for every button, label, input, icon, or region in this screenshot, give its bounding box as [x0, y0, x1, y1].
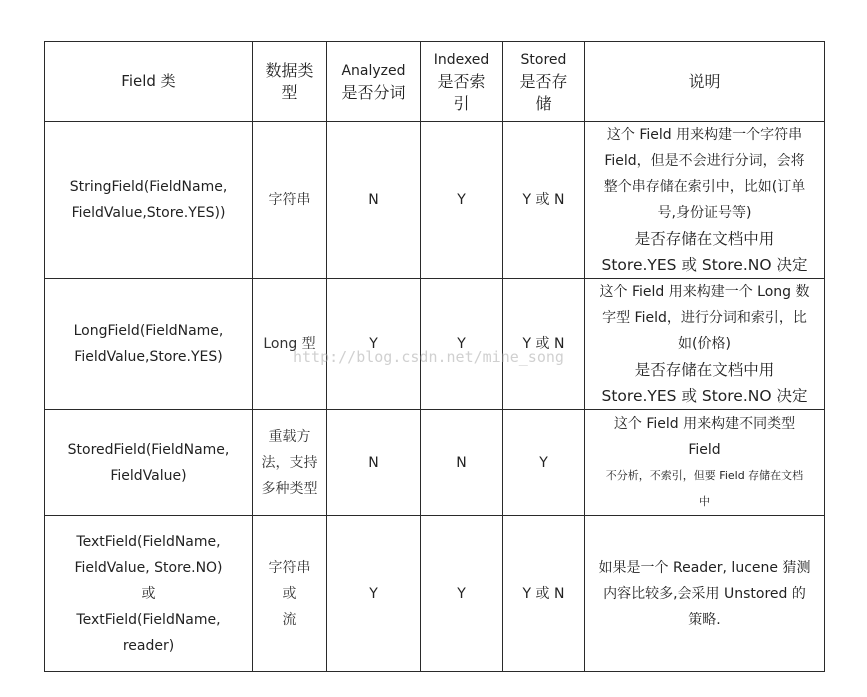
table-row	[45, 516, 825, 672]
header-row	[45, 42, 825, 122]
analyzed-cell: N	[327, 410, 421, 516]
type-cell: 字符串	[253, 122, 327, 279]
analyzed-cell: Y	[327, 516, 421, 672]
stored-cell: Y 或 N	[503, 122, 585, 279]
indexed-cell: Y	[421, 122, 503, 279]
type-cell: 重载方 法，支持 多种类型	[253, 410, 327, 516]
table-row	[45, 410, 825, 516]
indexed-cell: N	[421, 410, 503, 516]
description-cell: 这个 Field 用来构建一个 Long 数 字型 Field，进行分词和索引，比 如(价格) 是否存储在文档中用 Store.YES 或 Store.NO 决定	[585, 279, 825, 410]
type-cell: Long 型	[253, 279, 327, 410]
stored-cell: Y	[503, 410, 585, 516]
stored-cell: Y 或 N	[503, 279, 585, 410]
type-cell: 字符串 或 流	[253, 516, 327, 672]
stored-cell: Y 或 N	[503, 516, 585, 672]
header-description: 说明	[585, 42, 825, 122]
table-row	[45, 279, 825, 410]
watermark: http://blog.csdn.net/mine_song	[293, 348, 564, 366]
analyzed-cell: Y	[327, 279, 421, 410]
indexed-cell: Y	[421, 516, 503, 672]
description-cell: 如果是一个 Reader, lucene 猜测 内容比较多,会采用 Unstored 的 策略.	[585, 516, 825, 672]
header-type: 数据类 型	[253, 42, 327, 122]
header-field: Field 类	[45, 42, 253, 122]
analyzed-cell: N	[327, 122, 421, 279]
header-analyzed: Analyzed 是否分词	[327, 42, 421, 122]
description-cell: 这个 Field 用来构建一个字符串 Field，但是不会进行分词，会将 整个串存储在索引中，比如(订单 号,身份证号等) 是否存储在文档中用 Store.YES 或 Store.NO 决定	[585, 122, 825, 279]
field-cell: TextField(FieldName, FieldValue, Store.NO) 或 TextField(FieldName, reader)	[45, 516, 253, 672]
field-cell: StoredField(FieldName, FieldValue)	[45, 410, 253, 516]
indexed-cell: Y	[421, 279, 503, 410]
field-cell: StringField(FieldName, FieldValue,Store.YES))	[45, 122, 253, 279]
header-indexed: Indexed 是否索 引	[421, 42, 503, 122]
table-row	[45, 122, 825, 279]
description-cell: 这个 Field 用来构建不同类型 Field 不分析，不索引，但要 Field 存储在文档 中	[585, 410, 825, 516]
field-cell: LongField(FieldName, FieldValue,Store.YES)	[45, 279, 253, 410]
lucene-field-table	[44, 41, 825, 672]
header-stored: Stored 是否存 储	[503, 42, 585, 122]
